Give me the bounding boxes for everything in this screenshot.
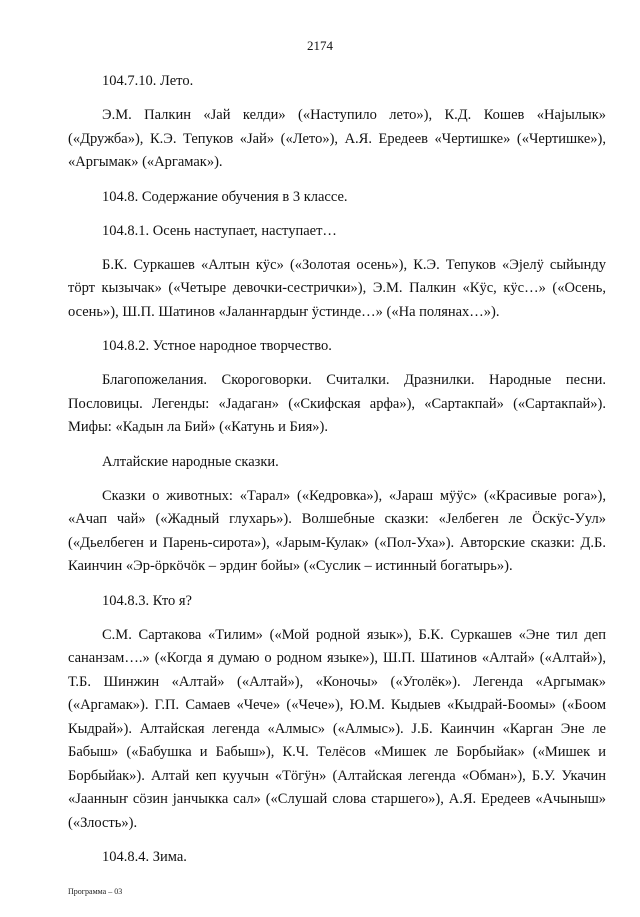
- section-heading-grade-3-content: 104.8. Содержание обучения в 3 классе.: [102, 188, 348, 205]
- paragraph-who-am-i-works: С.М. Сартакова «Тилим» («Мой родной язык»), Б.К. Суркашев «Эне тил деп сананзам….» («Когда я думаю о родном языке»), Ш.П. Шатинов «Алтай» («Алтай»), Т.Б. Шинжин «Алтай» («Алтай»), «Коночы» («Уголёк»). Легенда «Аргымак» («Аргамак»). Г.П. Самаев «Чече» («Чече»), Ю.М. Кыдыев «Кыдрай-Боомы» («Боом Кыдрай»). Алтайская легенда «Алмыс» («Алмыс»). Ј.Б. Каинчин «Карган Эне ле Бабыш» («Бабушка и Бабыш»), К.Ч. Телёсов «Мишек ле Борбыйак» («Мишек и Борбыйак»). Алтай кеп куучын «Тӧгӱн» (Алтайская легенда «Обман»), Б.У. Укачин «Јаанныҥ сӧзин јанчыкка сал» («Слушай слова старшего»), А.Я. Ередеев «Ачыныш» («Злость»).: [68, 626, 606, 831]
- section-heading-autumn: 104.8.1. Осень наступает, наступает…: [102, 222, 337, 239]
- paragraph-summer-works: Э.М. Палкин «Јай келди» («Наступило лето»), К.Д. Кошев «Најылык» («Дружба»), К.Э. Тепуков «Јай» («Лето»), А.Я. Ередеев «Чертишке» («Чертишке»), «Аргымак» («Аргамак»).: [68, 107, 606, 170]
- page-number: 2174: [307, 38, 333, 53]
- paragraph-altai-tales: Сказки о животных: «Тарал» («Кедровка»), «Јараш мӱӱс» («Красивые рога»), «Ачап чай» («Жадный глухарь»). Волшебные сказки: «Јелбеген ле Ӧскӱс-Уул» («Дьелбеген и Парень-сирота»), «Јарым-Кулак» («Пол-Уха»). Авторские сказки: Д.Б. Каинчин «Эр-ӧркӧчӧк – эрдиҥ бойы» («Суслик – истинный богатырь»).: [68, 487, 606, 574]
- section-heading-summer: 104.7.10. Лето.: [102, 73, 194, 89]
- section-heading-oral-folklore: 104.8.2. Устное народное творчество.: [102, 338, 332, 354]
- section-heading-who-am-i: 104.8.3. Кто я?: [102, 592, 192, 609]
- section-heading-winter: 104.8.4. Зима.: [102, 849, 187, 865]
- paragraph-autumn-works: Б.К. Суркашев «Алтын кӱс» («Золотая осень»), К.Э. Тепуков «Эјелӱ сыйынду тӧрт кызычак» («Четыре девочки-сестрички»), Э.М. Палкин «Кӱс, кӱс…» («Осень, осень»), Ш.П. Шатинов «Јаланҥардыҥ ӱстинде…» («На полянах…»).: [68, 256, 606, 320]
- section-heading-altai-tales: Алтайские народные сказки.: [102, 453, 279, 470]
- page-footer: Программа – 03: [68, 887, 123, 896]
- document-body: [68, 70, 606, 880]
- paragraph-folklore-genres: Благопожелания. Скороговорки. Считалки. Дразнилки. Народные песни. Пословицы. Легенды: «Јадаган» («Скифская арфа»), «Сартакпай» («Сартакпай»). Мифы: «Кадын ла Бий» («Катунь и Бия»).: [68, 372, 606, 435]
